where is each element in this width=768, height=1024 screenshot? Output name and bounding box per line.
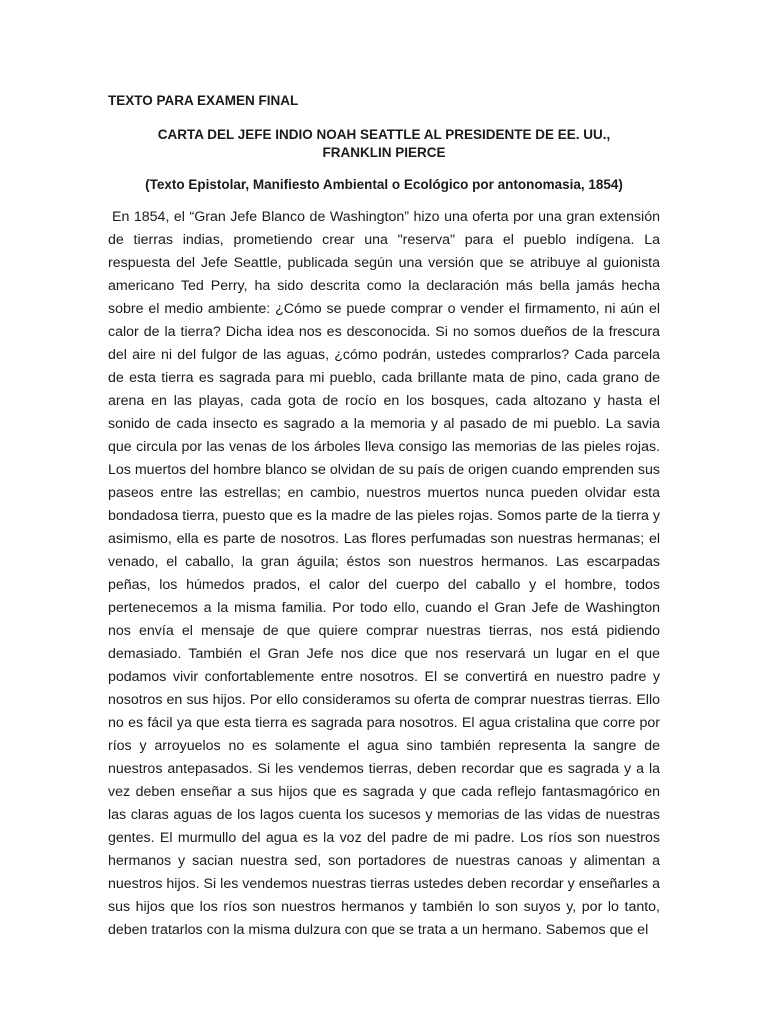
document-page (108, 92, 660, 956)
letter-body-paragraph: En 1854, el “Gran Jefe Blanco de Washington” hizo una oferta por una gran extensión de tierras indias, prometiendo crear una "reserva" para el pueblo indígena. La respuesta del Jefe Seattle, publicada según una versión que se atribuye al guionista americano Ted Perry, ha sido descrita como la declaración más bella jamás hecha sobre el medio ambiente: ¿Cómo se puede comprar o vender el firmamento, ni aún el calor de la tierra? Dicha idea nos es desconocida. Si no somos dueños de la frescura del aire ni del fulgor de las aguas, ¿cómo podrán, ustedes comprarlos? Cada parcela de esta tierra es sagrada para mi pueblo, cada brillante mata de pino, cada grano de arena en las playas, cada gota de rocío en los bosques, cada altozano y hasta el sonido de cada insecto es sagrado a la memoria y al pasado de mi pueblo. La savia que circula por las venas de los árboles lleva consigo las memorias de las pieles rojas. Los muertos del hombre blanco se olvidan de su país de origen cuando emprenden sus paseos entre las estrellas; en cambio, nuestros muertos nunca pueden olvidar esta bondadosa tierra, puesto que es la madre de las pieles rojas. Somos parte de la tierra y asimismo, ella es parte de nosotros. Las flores perfumadas son nuestras hermanas; el venado, el caballo, la gran águila; éstos son nuestros hermanos. Las escarpadas peñas, los húmedos prados, el calor del cuerpo del caballo y el hombre, todos pertenecemos a la misma familia. Por todo ello, cuando el Gran Jefe de Washington nos envía el mensaje de que quiere comprar nuestras tierras, nos está pidiendo demasiado. También el Gran Jefe nos dice que nos reservará un lugar en el que podamos vivir confortablemente entre nosotros. El se convertirá en nuestro padre y nosotros en sus hijos. Por ello consideramos su oferta de comprar nuestras tierras. Ello no es fácil ya que esta tierra es sagrada para nosotros. El agua cristalina que corre por ríos y arroyuelos no es solamente el agua sino también representa la sangre de nuestros antepasados. Si les vendemos tierras, deben recordar que es sagrada y a la vez deben enseñar a sus hijos que es sagrada y que cada reflejo fantasmagórico en las claras aguas de los lagos cuenta los sucesos y memorias de las vidas de nuestras gentes. El murmullo del agua es la voz del padre de mi padre. Los ríos son nuestros hermanos y sacian nuestra sed, son portadores de nuestras canoas y alimentan a nuestros hijos. Si les vendemos nuestras tierras ustedes deben recordar y enseñarles a sus hijos que los ríos son nuestros hermanos y también lo son suyos y, por lo tanto, deben tratarlos con la misma dulzura con que se trata a un hermano. Sabemos que el (108, 209, 660, 938)
exam-header-label: TEXTO PARA EXAMEN FINAL (108, 93, 299, 108)
letter-title-line-1: CARTA DEL JEFE INDIO NOAH SEATTLE AL PRESIDENTE DE EE. UU., (157, 127, 611, 142)
letter-title-line-2: FRANKLIN PIERCE (322, 145, 446, 160)
letter-title (108, 126, 660, 162)
letter-subtitle: (Texto Epistolar, Manifiesto Ambiental o Ecológico por antonomasia, 1854) (145, 177, 623, 192)
